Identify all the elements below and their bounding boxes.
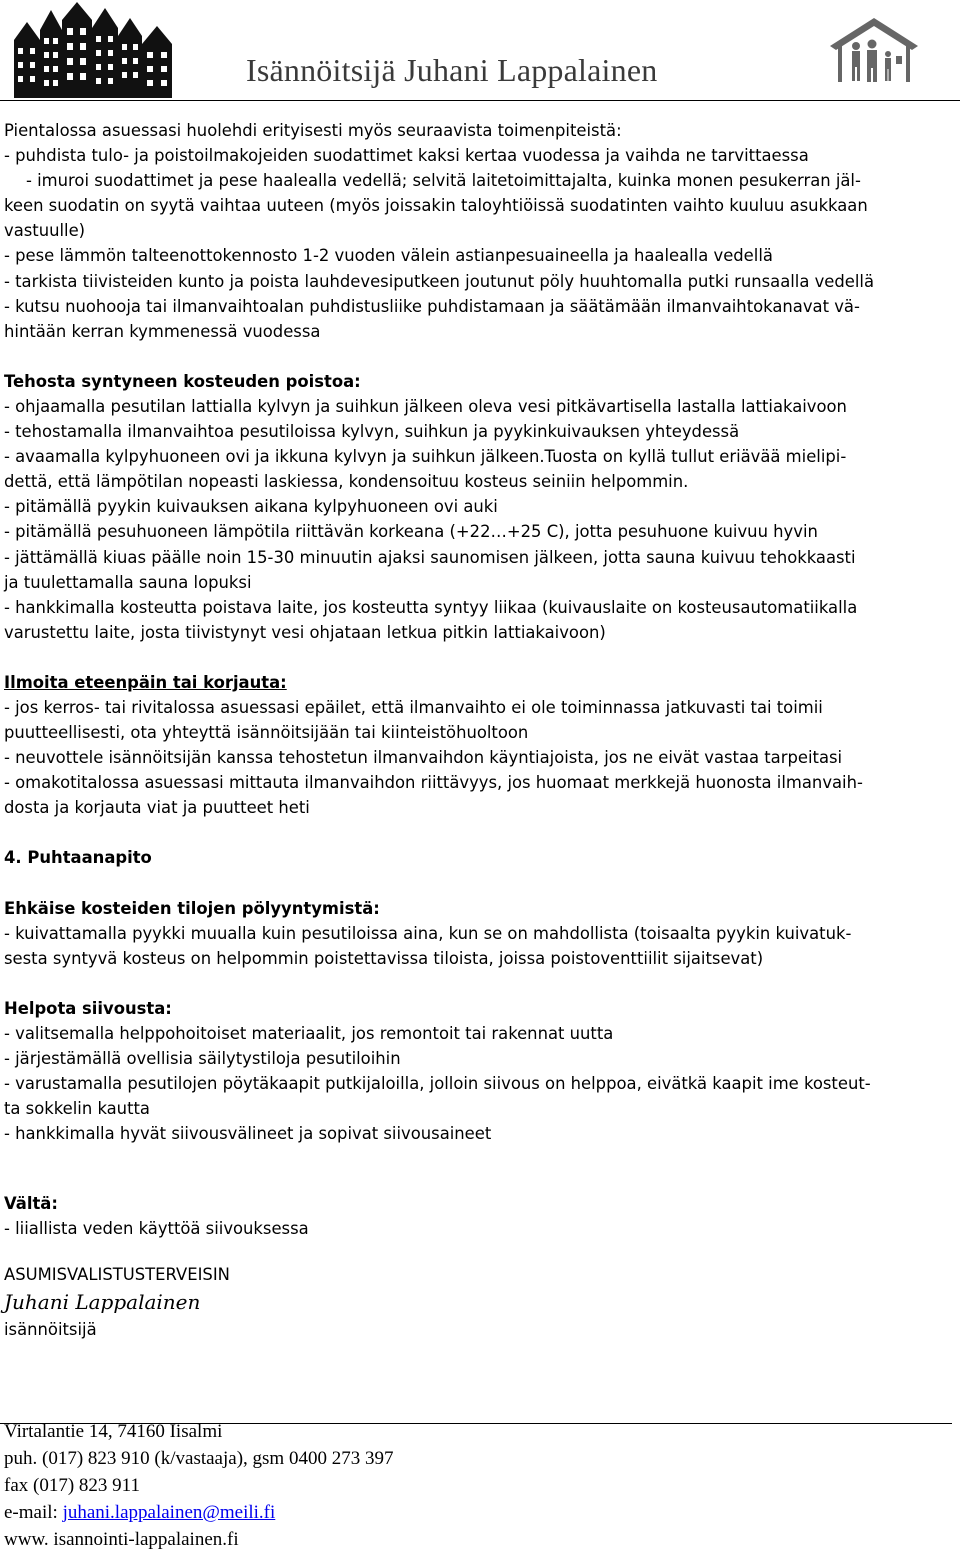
list-item: - pitämällä pyykin kuivauksen aikana kylpyhuoneen ovi auki — [4, 497, 498, 517]
list-item: dettä, että lämpötilan nopeasti laskiessa, kondensoituu kosteus seiniin helpommin. — [4, 472, 689, 492]
list-item: - pese lämmön talteenottokennosto 1-2 vuoden välein astianpesuaineella ja haalealla vedellä — [4, 246, 773, 266]
list-item: - neuvottele isännöitsijän kanssa tehostetun ilmanvaihdon käyntiajoista, jos ne eivät vastaa tarpeitasi — [4, 748, 843, 768]
website: www. isannointi-lappalainen.fi — [4, 1529, 239, 1550]
list-item: - tehostamalla ilmanvaihtoa pesutiloissa kylvyn, suihkun ja pyykinkuivauksen yhteydessä — [4, 422, 740, 442]
list-item: - järjestämällä ovellisia säilytystiloja pesutiloihin — [4, 1049, 401, 1068]
house-family-logo — [826, 16, 922, 84]
email-line — [4, 1499, 960, 1526]
section-heading: Ehkäise kosteiden tilojen pölyyntymistä: — [4, 898, 380, 918]
list-item: - omakotitalossa asuessasi mittauta ilmanvaihdon riittävyys, jos huomaat merkkejä huonosta ilmanvaih- — [4, 773, 863, 793]
intro-line: Pientalossa asuessasi huolehdi erityisesti myös seuraavista toimenpiteistä: — [4, 121, 622, 140]
list-item: - puhdista tulo- ja poistoilmakojeiden suodattimet kaksi kertaa vuodessa ja vaihda ne tarvittaessa — [4, 146, 809, 166]
list-item: - avaamalla kylpyhuoneen ovi ja ikkuna kylvyn ja suihkun jälkeen.Tuosta on kyllä tullut eriävää mielipi- — [4, 447, 847, 467]
phone: puh. (017) 823 910 (k/vastaaja), gsm 0400 273 397 — [4, 1448, 394, 1469]
header-divider — [0, 100, 960, 101]
list-item: sesta syntyvä kosteus on helpommin poistettavissa tiloista, joissa poistoventtiilit sijaitsevat) — [4, 948, 764, 968]
list-item: - hankkimalla hyvät siivousvälineet ja sopivat siivousaineet — [4, 1124, 492, 1144]
list-item: hintään kerran kymmenessä vuodessa — [4, 321, 321, 341]
list-item: puutteellisesti, ota yhteyttä isännöitsijään tai kiinteistöhuoltoon — [4, 723, 529, 743]
letterhead-footer — [4, 1418, 960, 1553]
list-item: - pitämällä pesuhuoneen lämpötila riittävän korkeana (+22…+25 C), jotta pesuhuone kuivuu hyvin — [4, 522, 818, 542]
building-cluster-logo — [6, 0, 184, 100]
list-item: - tarkista tiivisteiden kunto ja poista lauhdevesiputkeen joutunut pöly huuhtomalla putki runsaalla vedellä — [4, 271, 875, 291]
list-item: - imuroi suodattimet ja pese haalealla vedellä; selvitä laitetoimittajalta, kuinka monen pesukerran jäl- — [26, 171, 861, 191]
section-heading: 4. Puhtaanapito — [4, 848, 152, 868]
section-heading: Vältä: — [4, 1194, 58, 1214]
list-item: varustettu laite, josta tiivistynyt vesi ohjataan letkua pitkin lattiakaivoon) — [4, 622, 606, 642]
address: Virtalantie 14, 74160 Iisalmi — [4, 1421, 223, 1442]
list-item: keen suodatin on syytä vaihtaa uuteen (myös joissakin taloyhtiöissä suodatinten vaihto kuuluu asukkaan — [4, 196, 868, 216]
letterhead-title: Isännöitsijä Juhani Lappalainen — [246, 52, 658, 88]
closing-greeting: ASUMISVALISTUSTERVEISIN — [4, 1264, 230, 1284]
list-item: - liiallista veden käyttöä siivouksessa — [4, 1219, 309, 1239]
list-item: - kutsu nuohooja tai ilmanvaihtoalan puhdistusliike puhdistamaan ja säätämään ilmanvaihtokanavat vä- — [4, 296, 860, 316]
list-item: - jos kerros- tai rivitalossa asuessasi epäilet, että ilmanvaihto ei ole toiminnassa jatkuvasti tai toimii — [4, 697, 823, 717]
letterhead — [0, 0, 960, 104]
list-item: - valitsemalla helppohoitoiset materiaalit, jos remontoit tai rakennat uutta — [4, 1023, 614, 1043]
section-heading: Ilmoita eteenpäin tai korjauta: — [4, 672, 287, 692]
list-item: vastuulle) — [4, 221, 86, 241]
signature: Juhani Lappalainen — [4, 1289, 201, 1314]
list-item: - kuivattamalla pyykki muualla kuin pesutiloissa aina, kun se on mahdollista (toisaalta pyykin kuivatuk- — [4, 923, 852, 943]
list-item: - varustamalla pesutilojen pöytäkaapit putkijaloilla, jolloin siivous on helppoa, eivätkä kaapit ime kosteut- — [4, 1074, 871, 1094]
fax: fax (017) 823 911 — [4, 1475, 140, 1496]
list-item: - hankkimalla kosteutta poistava laite, jos kosteutta syntyy liikaa (kuivauslaite on kosteusautomatiikalla — [4, 597, 858, 617]
list-item: ja tuulettamalla sauna lopuksi — [4, 572, 252, 592]
signer-role: isännöitsijä — [4, 1319, 97, 1339]
list-item: dosta ja korjauta viat ja puutteet heti — [4, 798, 310, 818]
section-heading: Tehosta syntyneen kosteuden poistoa: — [4, 371, 361, 391]
list-item: - ohjaamalla pesutilan lattialla kylvyn ja suihkun jälkeen oleva vesi pitkävartisella lastalla lattiakaivoon — [4, 396, 847, 416]
list-item: - jättämällä kiuas päälle noin 15-30 minuutin ajaksi saunomisen jälkeen, jotta sauna kuivuu tehokkaasti — [4, 547, 856, 567]
section-heading: Helpota siivousta: — [4, 998, 172, 1018]
list-item: ta sokkelin kautta — [4, 1099, 150, 1119]
email-link[interactable]: juhani.lappalainen@meili.fi — [62, 1502, 276, 1523]
document-body — [4, 118, 960, 1342]
email-label: e-mail: — [4, 1502, 63, 1523]
